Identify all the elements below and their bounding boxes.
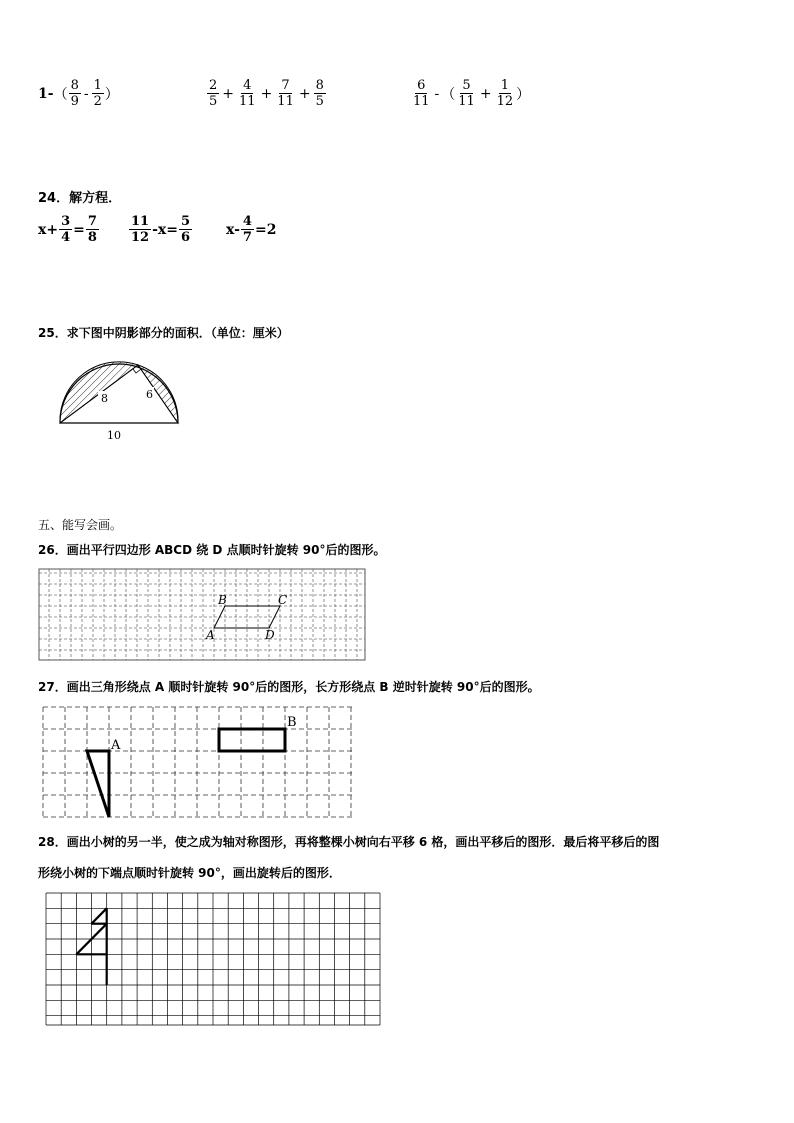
label-6: 6 [146,388,153,401]
numerator: 8 [70,78,79,93]
eq3-fraction [241,214,254,245]
q25-semicircle-figure [50,355,190,445]
numerator: 6 [417,78,426,93]
eq2-fraction [129,214,151,245]
right-angle-mark [133,369,141,373]
eq1-lhs: x+ [38,221,59,238]
denominator: 7 [242,230,252,245]
expr2-operator: + [222,85,235,102]
label-8: 8 [101,392,108,405]
denominator: 5 [315,94,324,109]
expr2-fraction-3 [275,78,296,109]
numerator: 7 [87,214,97,229]
section-5-title: 五、能写会画。 [38,518,123,532]
expr2-fraction-2 [237,78,258,109]
expr3-left-paren: （ [441,86,456,103]
denominator: 11 [458,94,475,109]
point-c-label: C [278,593,288,607]
expr1-left-paren: （ [53,86,68,103]
q26-dashed-grid [39,569,365,660]
expr3-operator-1: - [434,85,440,102]
expr2-fraction-4 [314,78,326,109]
eq1-fraction [59,214,72,245]
denominator: 4 [61,230,71,245]
expr3-operator-2: + [479,85,492,102]
denominator: 8 [87,230,97,245]
denominator: 11 [277,94,294,109]
eq3-lhs: x- [226,221,240,238]
q24-equation-3 [226,214,276,245]
q28-title-line-1: 28．画出小树的另一半，使之成为轴对称图形，再将整棵小树向右平移 6 格，画出平移后的图形．最后将平移后的图 [38,835,660,849]
denominator: 11 [239,94,256,109]
expr3-fraction-3 [495,78,516,109]
q26-grid-border [39,569,365,660]
point-b-label: B [218,593,227,607]
rectangle-shape [219,729,285,751]
q26-title: 26．画出平行四边形 ABCD 绕 D 点顺时针旋转 90°后的图形。 [38,543,386,557]
numerator: 5 [462,78,471,93]
q26-grid-figure [38,568,368,662]
q24-equation-1 [38,214,100,245]
q27-title: 27．画出三角形绕点 A 顺时针旋转 90°后的图形，长方形绕点 B 逆时针旋转 90°后的图形。 [38,680,540,694]
denominator: 6 [180,230,191,245]
triangle-shape [87,751,109,817]
point-a-label: A [206,628,215,642]
point-d-label: D [265,628,275,642]
q28-title-line-2: 形绕小树的下端点顺时针旋转 90°，画出旋转后的图形． [38,866,341,880]
eq3-rhs: =2 [254,221,277,238]
eq1-rhs-fraction [86,214,99,245]
expr3-fraction-1 [411,78,432,109]
denominator: 11 [413,94,430,109]
q24-equation-2 [128,214,193,245]
q27-grid-figure [40,702,358,822]
numerator: 5 [180,214,191,229]
expr2-operator: + [260,85,273,102]
eq2-rhs-fraction [179,214,192,245]
numerator: 8 [315,78,324,93]
expr1-lead: 1- [38,85,54,102]
expr1-fraction-1 [69,78,81,109]
q28-square-grid [46,893,380,1025]
point-a-label: A [111,738,121,753]
denominator: 5 [209,94,218,109]
denominator: 12 [131,230,150,245]
q25-title: 25．求下图中阴影部分的面积．（单位：厘米） [38,326,289,340]
numerator: 1 [93,78,102,93]
label-10: 10 [107,429,121,442]
denominator: 12 [496,94,514,109]
expr3-fraction-2 [456,78,477,109]
numerator: 4 [243,78,252,93]
q23-expression-2 [206,78,327,109]
numerator: 7 [281,78,290,93]
eq2-middle: -x= [152,221,178,238]
expr1-right-paren: ） [104,86,119,103]
expr2-operator: + [298,85,311,102]
expr3-right-paren: ） [516,86,531,103]
q23-expression-1 [38,78,119,109]
denominator: 2 [93,94,102,109]
numerator: 11 [131,214,150,229]
numerator: 4 [242,214,252,229]
q28-grid-figure [44,891,384,1029]
point-b-label: B [287,715,297,730]
numerator: 3 [61,214,71,229]
numerator: 1 [500,78,509,93]
expr1-fraction-2 [92,78,104,109]
denominator: 9 [70,94,79,109]
eq1-equals: = [73,221,85,238]
numerator: 2 [209,78,218,93]
expr2-fraction-1 [207,78,219,109]
q23-expression-3 [410,78,530,109]
expr1-operator: - [83,85,89,102]
q24-title: 24．解方程． [38,191,122,206]
